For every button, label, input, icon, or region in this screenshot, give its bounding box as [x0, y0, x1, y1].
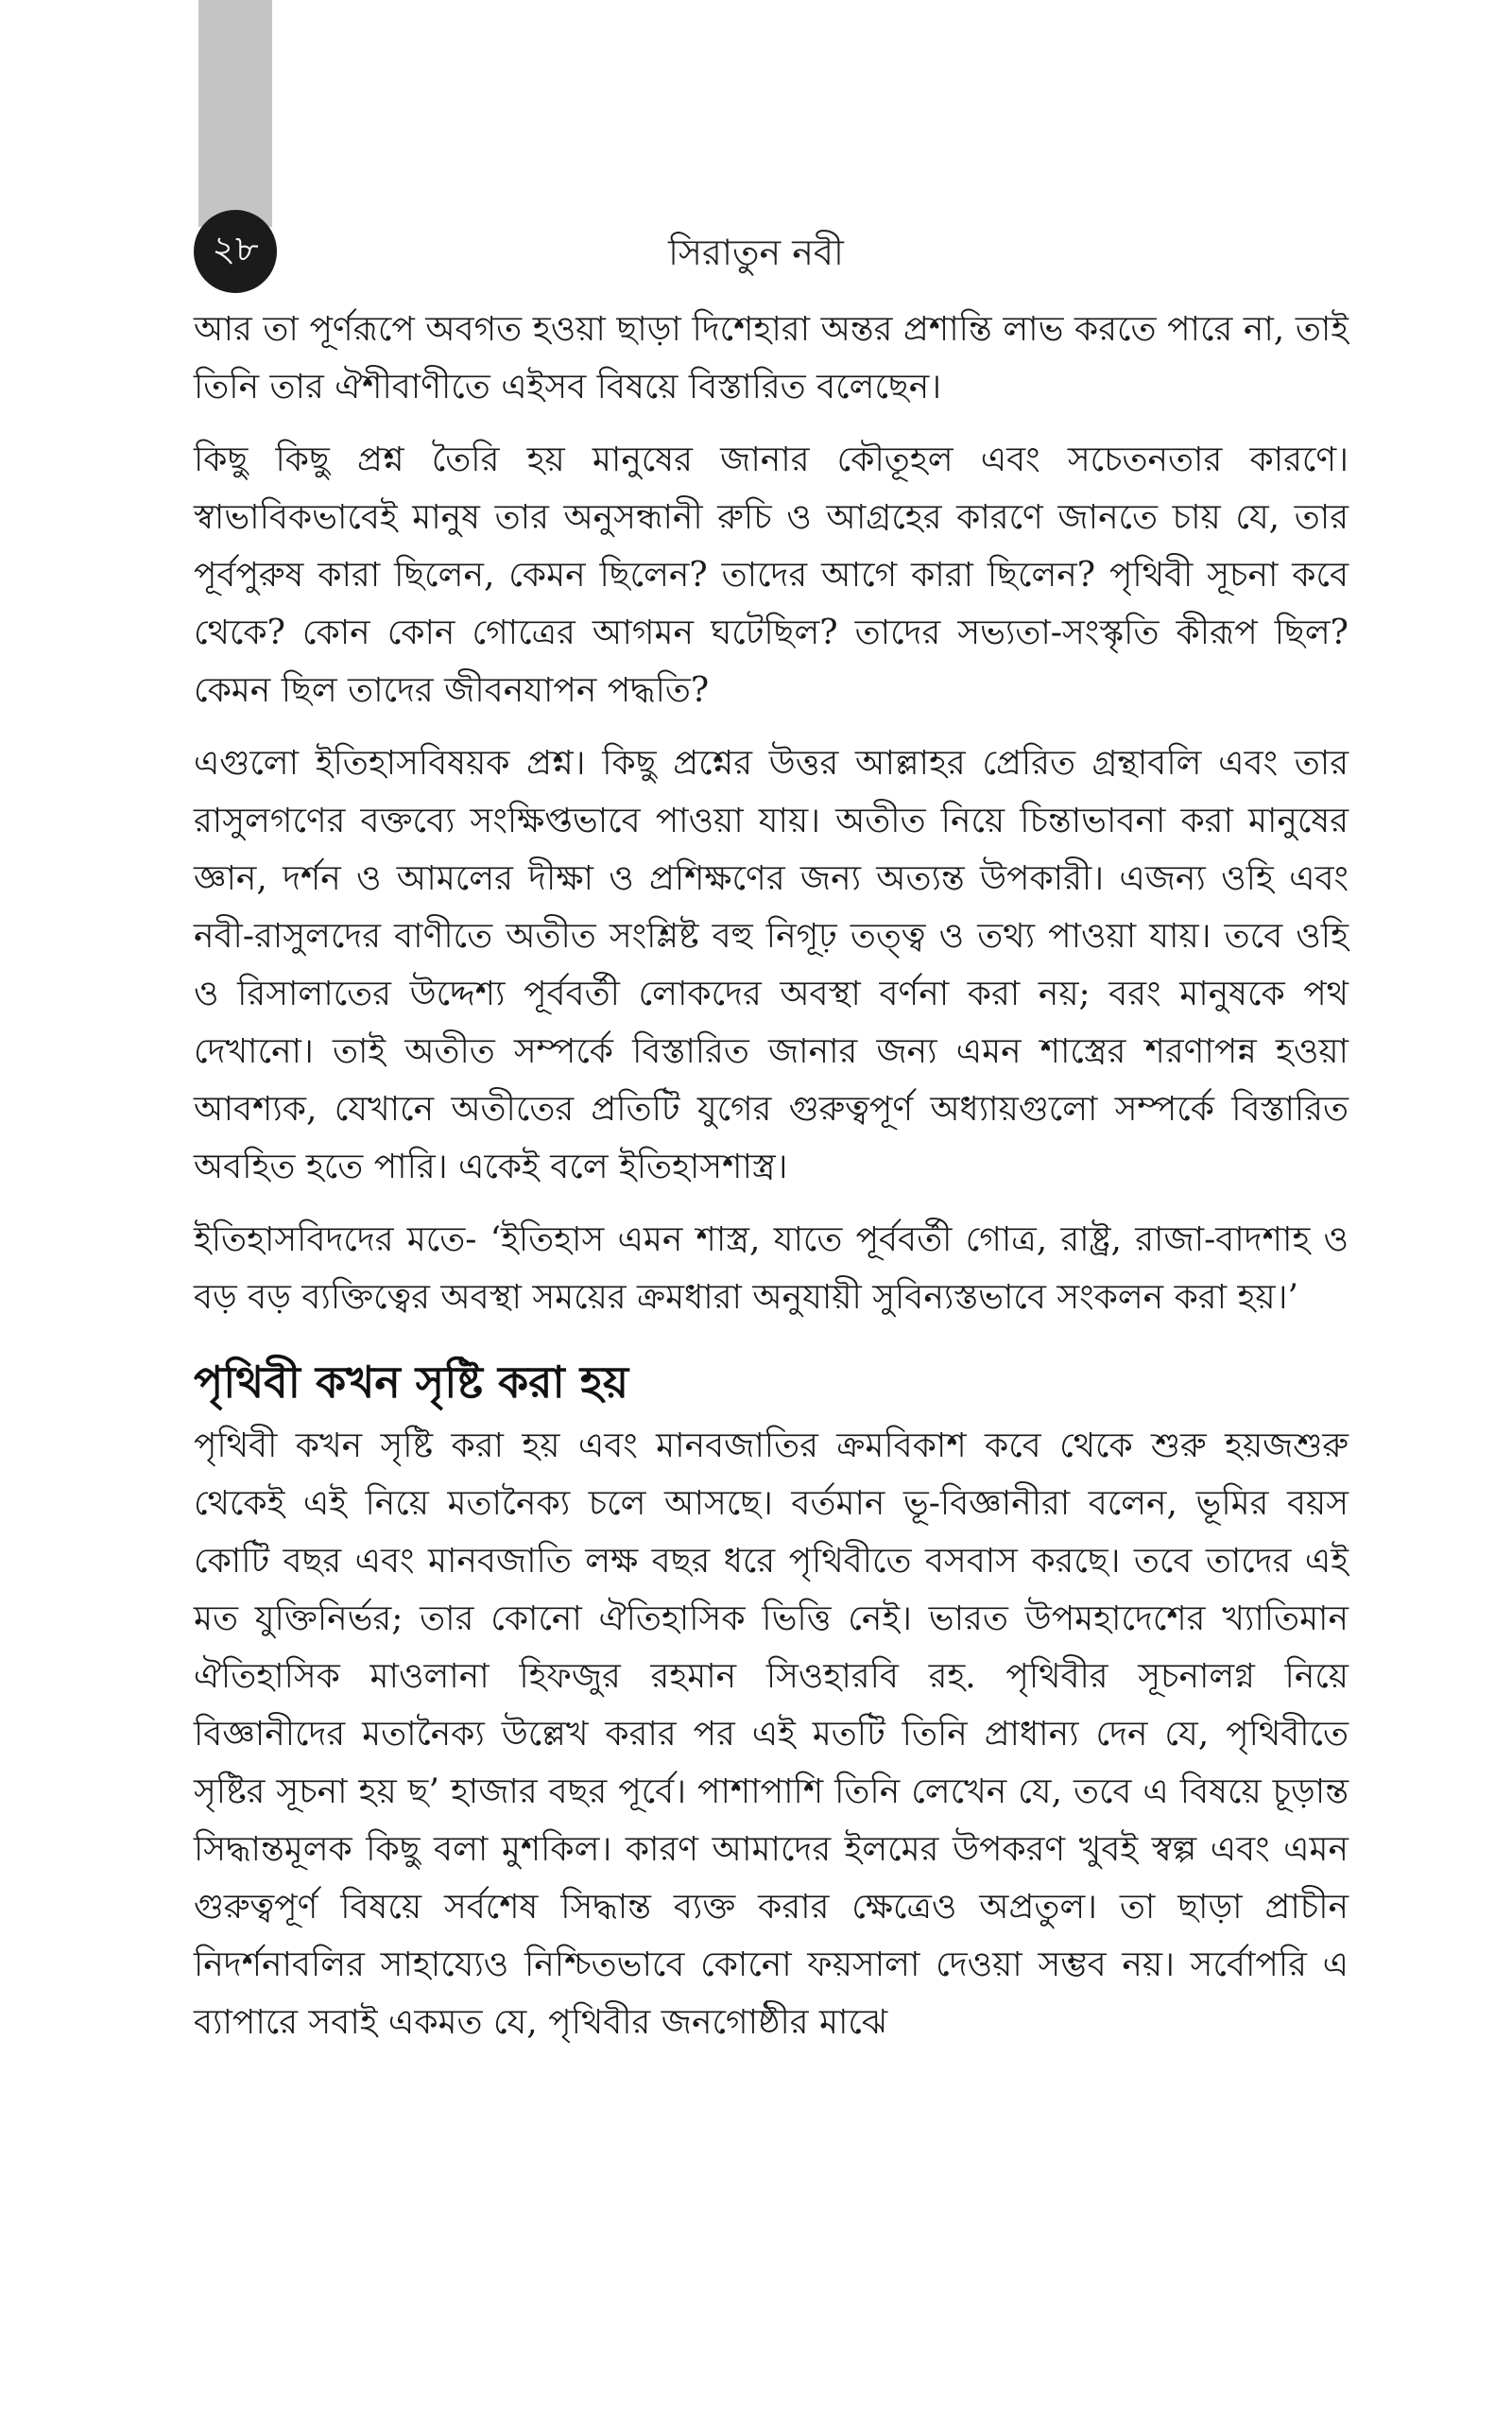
paragraph-3: এগুলো ইতিহাসবিষয়ক প্রশ্ন। কিছু প্রশ্নের উত্তর আল্লাহর প্রেরিত গ্রন্থাবলি এবং তার রাসুলগণের বক্তব্যে সংক্ষিপ্তভাবে পাওয়া যায়। অতীত নিয়ে চিন্তাভাবনা করা মানুষের জ্ঞান, দর্শন ও আমলের দীক্ষা ও প্রশিক্ষণের জন্য অত্যন্ত উপকারী। এজন্য ওহি এবং নবী-রাসুলদের বাণীতে অতীত সংশ্লিষ্ট বহু নিগূঢ় তত্ত্ব ও তথ্য পাওয়া যায়। তবে ওহি ও রিসালাতের উদ্দেশ্য পূর্ববর্তী লোকদের অবস্থা বর্ণনা করা নয়; বরং মানুষকে পথ দেখানো। তাই অতীত সম্পর্কে বিস্তারিত জানার জন্য এমন শাস্ত্রের শরণাপন্ন হওয়া আবশ্যক, যেখানে অতীতের প্রতিটি যুগের গুরুত্বপূর্ণ অধ্যায়গুলো সম্পর্কে বিস্তারিত অবহিত হতে পারি। একেই বলে ইতিহাসশাস্ত্র।	[194, 744, 1349, 1186]
paragraph-2: কিছু কিছু প্রশ্ন তৈরি হয় মানুষের জানার কৌতূহল এবং সচেতনতার কারণে। স্বাভাবিকভাবেই মানুষ তার অনুসন্ধানী রুচি ও আগ্রহের কারণে জানতে চায় যে, তার পূর্বপুরুষ কারা ছিলেন, কেমন ছিলেন? তাদের আগে কারা ছিলেন? পৃথিবী সূচনা কবে থেকে? কোন কোন গোত্রের আগমন ঘটেছিল? তাদের সভ্যতা-সংস্কৃতি কীরূপ ছিল? কেমন ছিল তাদের জীবনযাপন পদ্ধতি?	[194, 441, 1349, 710]
page-body	[194, 301, 1349, 2066]
section-heading: পৃথিবী কখন সৃষ্টি করা হয়	[194, 1357, 629, 1408]
paragraph-1: আর তা পূর্ণরূপে অবগত হওয়া ছাড়া দিশেহারা অন্তর প্রশান্তি লাভ করতে পারে না, তাই তিনি তার ঐশীবাণীতে এইসব বিষয়ে বিস্তারিত বলেছেন।	[194, 310, 1349, 406]
running-title: সিরাতুন নবী	[668, 232, 844, 273]
page-edge-tab	[198, 0, 272, 227]
paragraph-4: ইতিহাসবিদদের মতে- ‘ইতিহাস এমন শাস্ত্র, যাতে পূর্ববর্তী গোত্র, রাষ্ট্র, রাজা-বাদশাহ ও বড় বড় ব্যক্তিত্বের অবস্থা সময়ের ক্রমধারা অনুযায়ী সুবিন্যস্তভাবে সংকলন করা হয়।’	[194, 1220, 1349, 1317]
page-number-badge: ২৮	[194, 210, 277, 293]
section-paragraph: পৃথিবী কখন সৃষ্টি করা হয় এবং মানবজাতির ক্রমবিকাশ কবে থেকে শুরু হয়জশুরু থেকেই এই নিয়ে মতানৈক্য চলে আসছে। বর্তমান ভূ-বিজ্ঞানীরা বলেন, ভূমির বয়স কোটি বছর এবং মানবজাতি লক্ষ বছর ধরে পৃথিবীতে বসবাস করছে। তবে তাদের এই মত যুক্তিনির্ভর; তার কোনো ঐতিহাসিক ভিত্তি নেই। ভারত উপমহাদেশের খ্যাতিমান ঐতিহাসিক মাওলানা হিফজুর রহমান সিওহারবি রহ. পৃথিবীর সূচনালগ্ন নিয়ে বিজ্ঞানীদের মতানৈক্য উল্লেখ করার পর এই মতটি তিনি প্রাধান্য দেন যে, পৃথিবীতে সৃষ্টির সূচনা হয় ছ’ হাজার বছর পূর্বে। পাশাপাশি তিনি লেখেন যে, তবে এ বিষয়ে চূড়ান্ত সিদ্ধান্তমূলক কিছু বলা মুশকিল। কারণ আমাদের ইলমের উপকরণ খুবই স্বল্প এবং এমন গুরুত্বপূর্ণ বিষয়ে সর্বশেষ সিদ্ধান্ত ব্যক্ত করার ক্ষেত্রেও অপ্রতুল। তা ছাড়া প্রাচীন নিদর্শনাবলির সাহায্যেও নিশ্চিতভাবে কোনো ফয়সালা দেওয়া সম্ভব নয়। সর্বোপরি এ ব্যাপারে সবাই একমত যে, পৃথিবীর জনগোষ্ঠীর মাঝে	[194, 1426, 1349, 2042]
